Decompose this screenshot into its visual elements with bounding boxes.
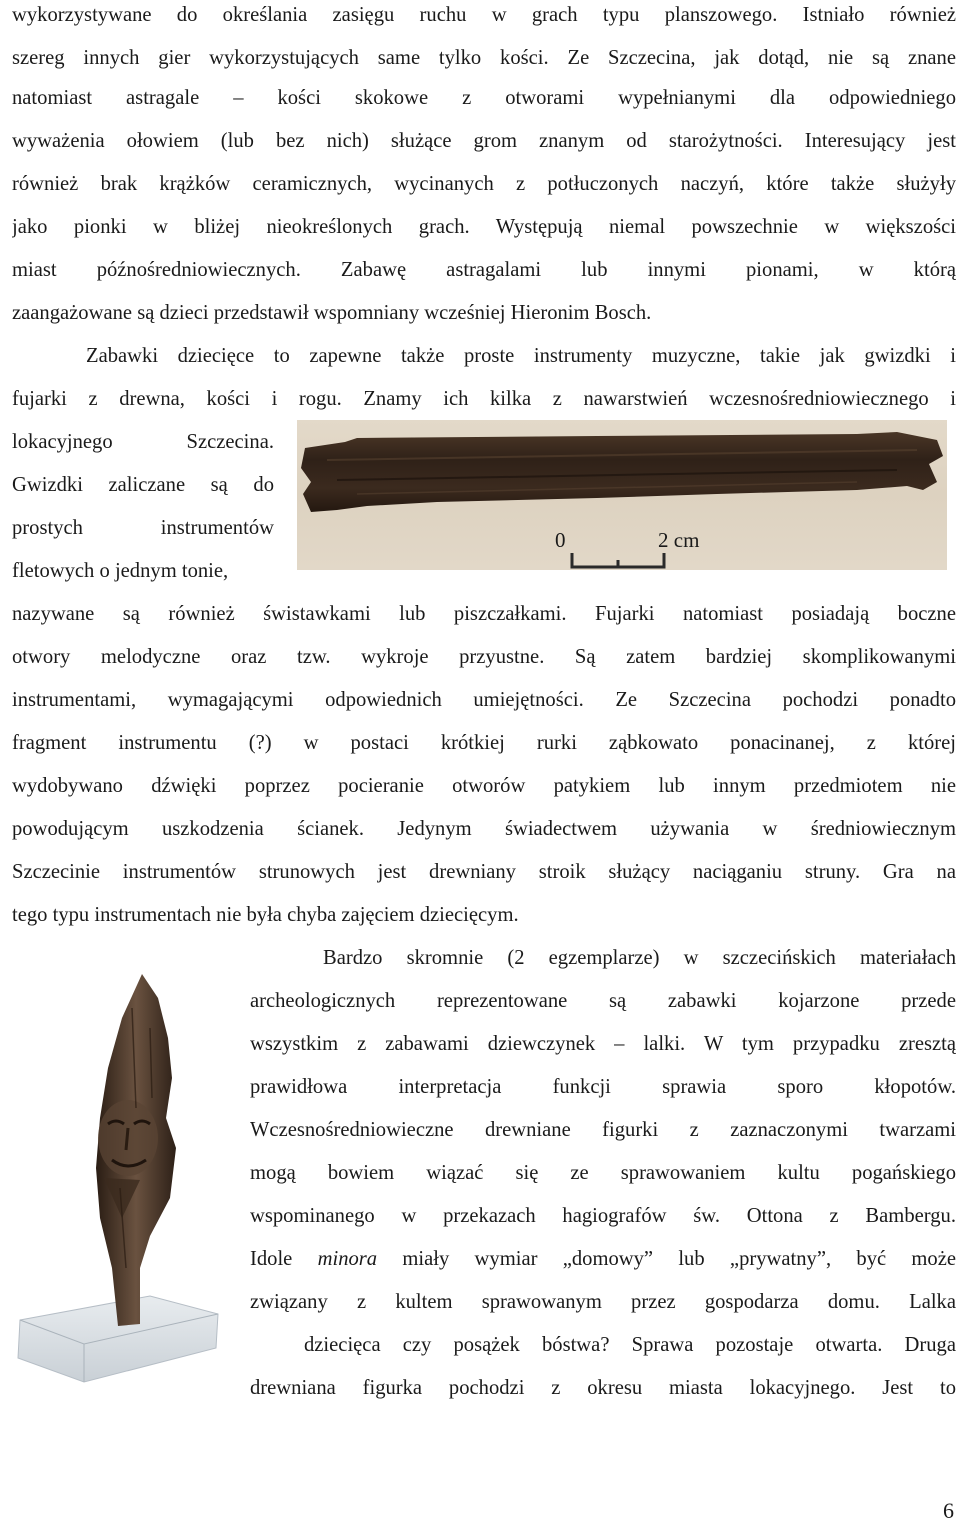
text-line [250,1244,956,1274]
text-line: związany z kultem sprawowanym przez gospodarza domu. Lalka [250,1291,956,1313]
text-line: wszystkim z zabawami dziewczynek – lalki. W tym przypadku zresztą [250,1033,956,1055]
wooden-figurine-photo [0,968,232,1404]
text-line: wydobywano dźwięki poprzez pocieranie otworów patykiem lub innym przedmiotem nie [12,775,956,797]
scale-bar [555,528,699,567]
text-line: jako pionki w bliżej nieokreślonych grach. Występują niemal powszechnie w większości [12,216,956,238]
text-line: fujarki z drewna, kości i rogu. Znamy ich kilka z nawarstwień wczesnośredniowiecznego i [12,388,956,410]
text-line: dziecięca czy posążek bóstwa? Sprawa pozostaje otwarta. Druga [304,1334,956,1356]
scale-end-label: 2 cm [658,528,700,552]
text-line: wspominanego w przekazach hagiografów św. Ottona z Bambergu. [250,1205,956,1227]
text-line: archeologicznych reprezentowane są zabawki kojarzone przede [250,990,956,1012]
text-line: drewniana figurka pochodzi z okresu miasta lokacyjnego. Jest to [250,1377,956,1399]
text-line: wykorzystywane do określania zasięgu ruchu w grach typu planszowego. Istniało również [12,4,956,26]
text-line: powodującym uszkodzenia ścianek. Jedynym świadectwem używania w średniowiecznym [12,818,956,840]
scale-start-label: 0 [555,528,566,552]
text-line: nazywane są również świstawkami lub piszczałkami. Fujarki natomiast posiadają boczne [12,603,956,625]
text-run: miały wymiar „domowy” lub „prywatny”, być może [377,1248,956,1270]
whistle-illustration [297,420,947,570]
text-line: Gwizdki zaliczane są do [12,474,274,496]
text-line: instrumentami, wymagającymi odpowiednich umiejętności. Ze Szczecina pochodzi ponadto [12,689,956,711]
text-line: tego typu instrumentach nie była chyba zajęciem dziecięcym. [12,904,519,926]
italic-term: minora [317,1248,378,1270]
text-line: wyważenia ołowiem (lub bez nich) służące grom znanym od starożytności. Interesujący jest [12,130,956,152]
text-line: Szczecinie instrumentów strunowych jest drewniany stroik służący naciąganiu struny. Gra na [12,861,956,883]
text-line: szereg innych gier wykorzystujących same tylko kości. Ze Szczecina, jak dotąd, nie są znane [12,47,956,69]
text-line: fletowych o jednym tonie, [12,560,229,582]
paragraph-first-line: Bardzo skromnie (2 egzemplarze) w szczecińskich materiałach [323,947,956,969]
text-line: natomiast astragale – kości skokowe z otworami wypełnianymi dla odpowiedniego [12,87,956,109]
figurine-illustration [0,968,232,1404]
text-line: Wczesnośredniowieczne drewniane figurki z zaznaczonymi twarzami [250,1119,956,1141]
text-line: miast późnośredniowiecznych. Zabawę astragalami lub innymi pionami, w którą [12,259,956,281]
text-line: prawidłowa interpretacja funkcji sprawia sporo kłopotów. [250,1076,956,1098]
text-line: zaangażowane są dzieci przedstawił wspomniany wcześniej Hieronim Bosch. [12,302,652,324]
text-line: mogą bowiem wiązać się ze sprawowaniem kultu pogańskiego [250,1162,956,1184]
page-number: 6 [943,1498,954,1523]
text-line: prostych instrumentów [12,517,274,539]
text-line: również brak krążków ceramicznych, wycinanych z potłuczonych naczyń, które także służyły [12,173,956,195]
text-line: otwory melodyczne oraz tzw. wykroje przyustne. Są zatem bardziej skomplikowanymi [12,646,956,668]
text-run: Idole [250,1248,318,1270]
text-line: fragment instrumentu (?) w postaci krótkiej rurki ząbkowato ponacinanej, z której [12,732,956,754]
text-line: lokacyjnego Szczecina. [12,431,274,453]
wooden-whistle-photo [297,420,947,570]
paragraph-first-line: Zabawki dziecięce to zapewne także proste instrumenty muzyczne, takie jak gwizdki i [86,345,956,367]
